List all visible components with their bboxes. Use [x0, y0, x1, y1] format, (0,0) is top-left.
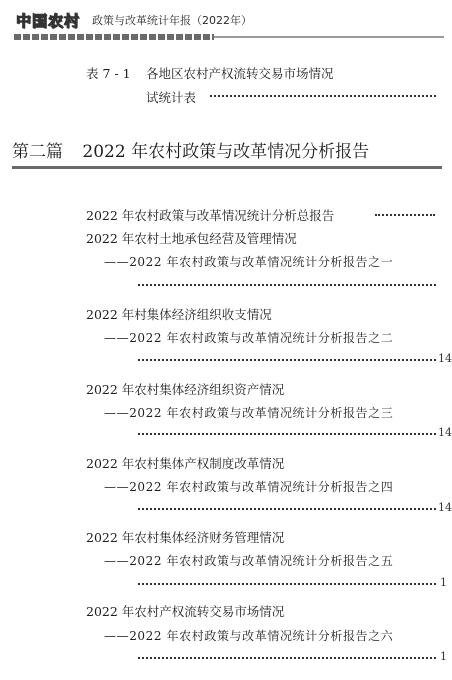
- toc-entry-subtitle: ——2022 年农村政策与改革情况统计分析报告之二: [104, 331, 394, 345]
- toc-page-number: 14: [438, 501, 452, 514]
- toc-entry-subtitle: ——2022 年农村政策与改革情况统计分析报告之五: [104, 554, 394, 568]
- table-title-line1[interactable]: 各地区农村产权流转交易市场情况: [146, 66, 334, 81]
- toc-entry-title[interactable]: 2022 年农村土地承包经营及管理情况: [86, 231, 297, 246]
- toc-entry-title[interactable]: 2022 年村集体经济组织收支情况: [86, 307, 272, 322]
- part-label: 第二篇: [12, 142, 63, 162]
- toc-leader-dots: [138, 508, 436, 510]
- toc-leader-dots: [138, 583, 436, 585]
- toc-entry-subtitle: ——2022 年农村政策与改革情况统计分析报告之三: [104, 406, 394, 420]
- toc-leader-dots: [138, 657, 436, 659]
- publication-title: 政策与改革统计年报（2022年）: [92, 14, 252, 27]
- running-header: [14, 8, 444, 48]
- table-number: 表 7 - 1: [86, 66, 131, 81]
- toc-page-number: 14: [438, 352, 452, 365]
- header-rule: [214, 36, 444, 38]
- toc-entry-title[interactable]: 2022 年农村集体经济财务管理情况: [86, 530, 285, 545]
- toc-entry-title[interactable]: 2022 年农村集体产权制度改革情况: [86, 456, 285, 471]
- part-title: 2022 年农村政策与改革情况分析报告: [82, 142, 370, 162]
- toc-leader-dots: [138, 433, 436, 435]
- toc-page-number: 1: [440, 650, 447, 663]
- part-rule: [12, 166, 442, 169]
- toc-entry-subtitle: ——2022 年农村政策与改革情况统计分析报告之一: [104, 255, 394, 269]
- toc-entry-title[interactable]: 2022 年农村集体经济组织资产情况: [86, 382, 285, 397]
- toc-entry-subtitle: ——2022 年农村政策与改革情况统计分析报告之四: [104, 480, 394, 494]
- toc-page-number: 14: [438, 426, 452, 439]
- brand-logo: 中国农村: [16, 12, 81, 30]
- toc-entry-title[interactable]: 2022 年农村政策与改革情况统计分析总报告: [86, 208, 335, 223]
- toc-leader-dots: [138, 359, 436, 361]
- table-title-line2[interactable]: 试统计表: [146, 90, 197, 105]
- toc-entry-title[interactable]: 2022 年农村产权流转交易市场情况: [86, 604, 285, 619]
- header-dashed-bar: [14, 34, 214, 40]
- table-leader-dots: [210, 95, 436, 97]
- toc-leader-dots: [138, 284, 436, 286]
- toc-entry-subtitle: ——2022 年农村政策与改革情况统计分析报告之六: [104, 629, 394, 643]
- toc-page-number: 1: [440, 576, 447, 589]
- part-heading: [12, 137, 369, 162]
- toc-leader-dots: [375, 214, 435, 216]
